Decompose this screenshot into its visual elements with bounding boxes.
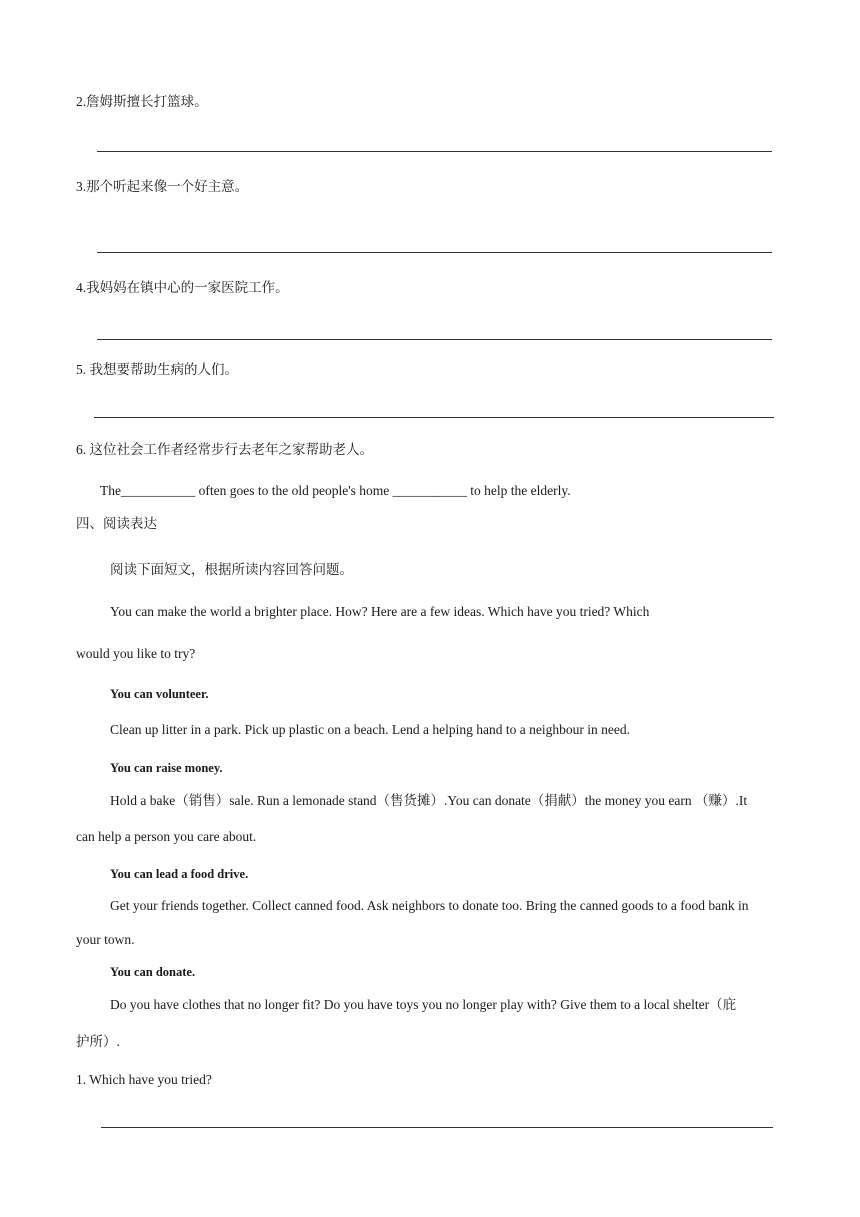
donate-subheading: You can donate. bbox=[110, 965, 196, 979]
food-drive-line-1: Get your friends together. Collect canned food. Ask neighbors to donate too. Bring the canned goods to a food bank in bbox=[110, 898, 749, 913]
translation-question-4: 4.我妈妈在镇中心的一家医院工作。 bbox=[76, 280, 289, 295]
translation-question-2: 2.詹姆斯擅长打篮球。 bbox=[76, 94, 208, 109]
raise-money-subheading: You can raise money. bbox=[110, 761, 223, 775]
volunteer-subheading: You can volunteer. bbox=[110, 687, 209, 701]
passage-intro-line-2: would you like to try? bbox=[76, 646, 196, 661]
volunteer-text: Clean up litter in a park. Pick up plastic on a beach. Lend a helping hand to a neighbour in need. bbox=[110, 722, 630, 737]
translation-question-3: 3.那个听起来像一个好主意。 bbox=[76, 179, 249, 194]
raise-money-line-1: Hold a bake（销售）sale. Run a lemonade stand（售货摊）.You can donate（捐献）the money you earn （赚）.It bbox=[110, 793, 748, 808]
answer-line bbox=[97, 151, 772, 152]
answer-line bbox=[101, 1127, 773, 1128]
food-drive-subheading: You can lead a food drive. bbox=[110, 867, 249, 881]
passage-intro-line-1: You can make the world a brighter place. How? Here are a few ideas. Which have you tried? Which bbox=[110, 604, 650, 619]
answer-line bbox=[97, 339, 772, 340]
section-heading: 四、阅读表达 bbox=[76, 516, 157, 531]
reading-instruction: 阅读下面短文，根据所读内容回答问题。 bbox=[110, 562, 353, 577]
raise-money-line-2: can help a person you care about. bbox=[76, 829, 257, 844]
answer-line bbox=[97, 252, 772, 253]
fill-in-sentence: The___________ often goes to the old people's home ___________ to help the elderly. bbox=[100, 483, 571, 498]
translation-question-5: 5. 我想要帮助生病的人们。 bbox=[76, 362, 238, 377]
translation-question-6: 6. 这位社会工作者经常步行去老年之家帮助老人。 bbox=[76, 442, 373, 457]
food-drive-line-2: your town. bbox=[76, 932, 135, 947]
donate-line-2: 护所）. bbox=[76, 1034, 120, 1049]
reading-question-1: 1. Which have you tried? bbox=[76, 1072, 212, 1087]
answer-line bbox=[94, 417, 774, 418]
donate-line-1: Do you have clothes that no longer fit? Do you have toys you no longer play with? Give them to a local shelter（庇 bbox=[110, 997, 737, 1012]
